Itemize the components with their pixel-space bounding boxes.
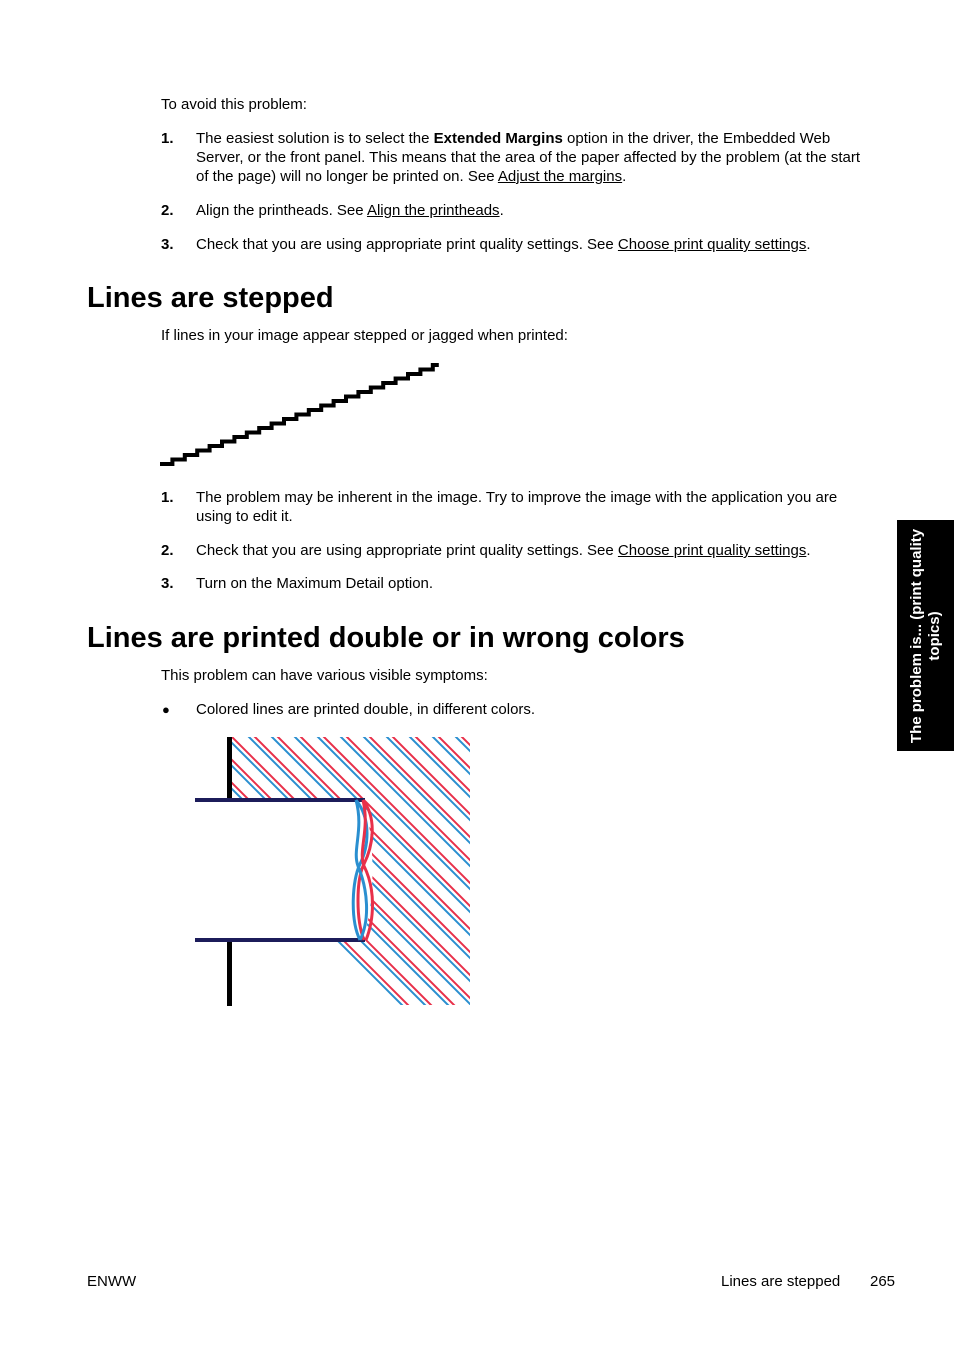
horizontal-edge-bottom [195, 938, 365, 942]
bullet-icon: ● [162, 702, 170, 717]
extended-margins-label: Extended Margins [433, 130, 563, 147]
footer-left: ENWW [87, 1273, 137, 1290]
hatch-line [268, 733, 475, 1008]
footer-page-number: 265 [870, 1273, 896, 1290]
list-item: Check that you are using appropriate print quality settings. See Choose print quality settings. [196, 236, 811, 253]
hatch-line [222, 733, 475, 1008]
section-intro: This problem can have various visible symptoms: [161, 667, 488, 684]
print-quality-link[interactable]: Choose print quality settings [617, 236, 807, 253]
chapter-side-tab [897, 520, 954, 751]
double-lines-illustration [190, 733, 475, 1008]
list-item: The problem may be inherent in the image. Try to improve the image with the application you are using to edit it. [196, 489, 838, 525]
stepped-line [160, 365, 439, 464]
list-number: 2. [161, 202, 174, 219]
list-number: 2. [161, 542, 174, 559]
adjust-margins-link[interactable]: Adjust the margins [497, 168, 623, 185]
hatch-line [274, 733, 475, 1008]
list-item: Align the printheads. See Align the printheads. [196, 202, 504, 219]
section-intro: If lines in your image appear stepped or jagged when printed: [161, 327, 568, 344]
hatch-line [190, 733, 433, 1008]
section-heading-lines-stepped: Lines are stepped [87, 282, 334, 314]
section-heading-double-lines: Lines are printed double or in wrong colors [87, 622, 685, 654]
list-item: Turn on the Maximum Detail option. [196, 575, 434, 592]
align-printheads-link[interactable]: Align the printheads [366, 202, 500, 219]
vertical-edge-bottom [227, 940, 232, 1006]
list-number: 1. [161, 130, 174, 147]
side-tab-label: The problem is... (print quality topics) [907, 528, 943, 743]
list-number: 3. [161, 236, 174, 253]
vertical-edge-top [227, 737, 232, 801]
list-number: 3. [161, 575, 174, 592]
list-item: Check that you are using appropriate print quality settings. See Choose print quality settings. [196, 542, 811, 559]
list-item: The easiest solution is to select the Extended Margins option in the driver, the Embedded Web Server, or the front panel. This means that the area of the paper affected by the problem (at the start of the page) will no longer be printed on. See Adjust the margins. [196, 130, 860, 185]
list-number: 1. [161, 489, 174, 506]
horizontal-edge-top [195, 798, 365, 802]
hatch-line [412, 733, 475, 1008]
intro-text: To avoid this problem: [161, 96, 307, 113]
stepped-line-illustration [158, 360, 440, 470]
bullet-item: Colored lines are printed double, in different colors. [196, 701, 536, 718]
diagonal-hatch-lines [190, 733, 475, 1008]
print-quality-link[interactable]: Choose print quality settings [617, 542, 807, 559]
footer-section-name: Lines are stepped [721, 1273, 841, 1290]
